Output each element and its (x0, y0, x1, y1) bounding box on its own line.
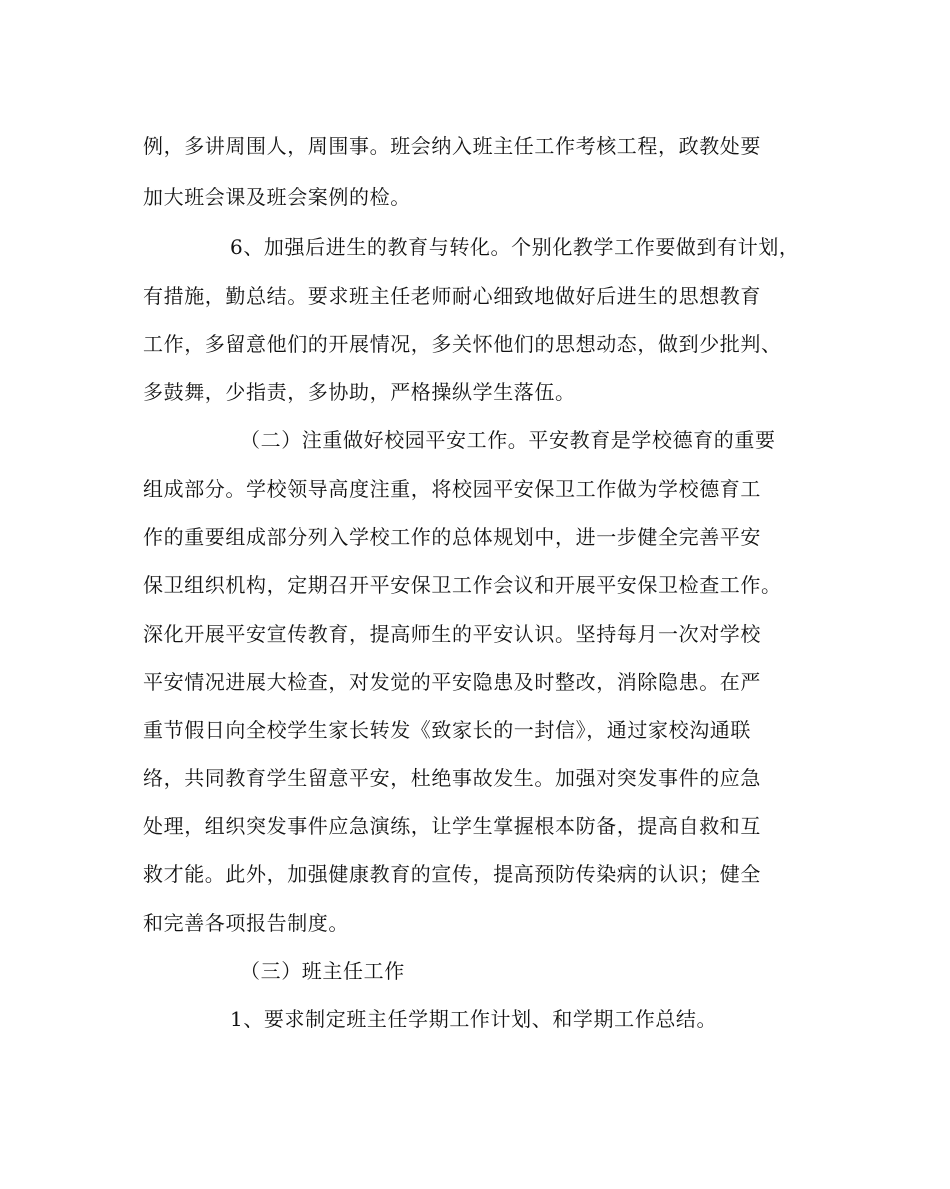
text-line: 和完善各项报告制度。 (143, 911, 349, 935)
text-line: 平安情况进展大检查，对发觉的平安隐患及时整改，消除隐患。在严 (143, 670, 761, 694)
text-line: 救才能。此外，加强健康教育的宣传，提高预防传染病的认识；健全 (143, 862, 761, 886)
text-line: 保卫组织机构，定期召开平安保卫工作会议和开展平安保卫检查工作。 (143, 573, 782, 597)
text-line: 深化开展平安宣传教育，提高师生的平安认识。坚持每月一次对学校 (143, 622, 761, 646)
section-heading: （二）注重做好校园平安工作。平安教育是学校德育的重要 (240, 428, 776, 452)
text-line: 有措施，勤总结。要求班主任老师耐心细致地做好后进生的思想教育 (143, 284, 761, 308)
section-heading: （三）班主任工作 (240, 959, 405, 983)
text-line: 重节假日向全校学生家长转发《致家长的一封信》，通过家校沟通联 (143, 718, 751, 742)
text-line: 加大班会课及班会案例的检。 (143, 185, 411, 209)
text-line: 作的重要组成部分列入学校工作的总体规划中，进一步健全完善平安 (143, 525, 761, 549)
text-line: 组成部分。学校领导高度注重，将校园平安保卫工作做为学校德育工 (143, 477, 761, 501)
text-line: 例，多讲周围人，周围事。班会纳入班主任工作考核工程，政教处要 (143, 134, 761, 158)
text-line: 工作，多留意他们的开展情况，多关怀他们的思想动态，做到少批判、 (143, 332, 782, 356)
text-line: 处理，组织突发事件应急演练，让学生掌握根本防备，提高自救和互 (143, 814, 761, 838)
text-line: 多鼓舞，少指责，多协助，严格操纵学生落伍。 (143, 380, 576, 404)
text-line: 6、加强后进生的教育与转化。个别化教学工作要做到有计划， (230, 235, 800, 259)
text-line: 络，共同教育学生留意平安，杜绝事故发生。加强对突发事件的应急 (143, 766, 761, 790)
text-line: 1、要求制定班主任学期工作计划、和学期工作总结。 (230, 1007, 718, 1031)
